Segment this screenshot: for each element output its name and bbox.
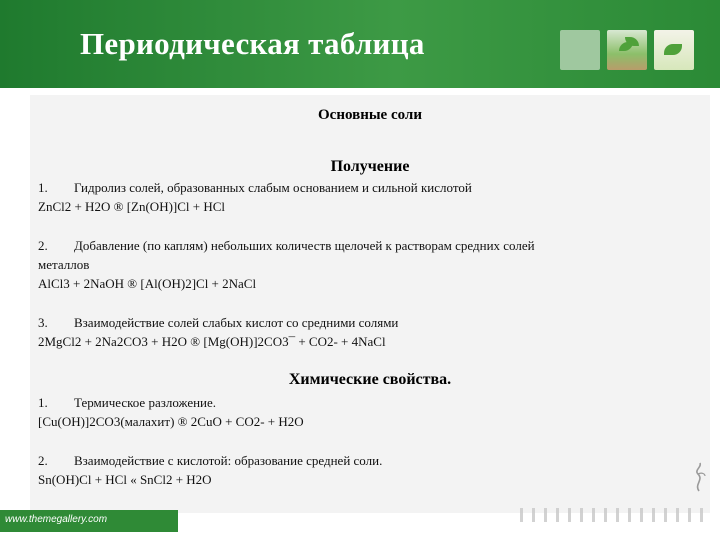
section2-heading: Химические свойства. xyxy=(288,371,452,388)
equation-text: Sn(OH)Cl + HCl « SnCl2 + H2O xyxy=(38,472,212,487)
content-panel xyxy=(30,95,710,513)
equation-text: ZnCl2 + H2O ® [Zn(OH)]Cl + HCl xyxy=(38,199,226,214)
footer-url[interactable]: www.themegallery.com xyxy=(5,514,108,525)
leaf-icon xyxy=(654,30,694,70)
equation xyxy=(38,334,386,350)
item-text: Термическое разложение. xyxy=(74,395,217,410)
section-heading: Основные соли xyxy=(318,107,422,123)
slide-title: Периодическая таблица xyxy=(80,26,425,61)
subsection-heading: Получение xyxy=(330,158,410,175)
item-number: 2. xyxy=(38,238,48,253)
item-text: Гидролиз солей, образованных слабым основанием и сильной кислотой xyxy=(74,180,472,195)
item-text: Взаимодействие с кислотой: образование средней соли. xyxy=(74,453,383,468)
equation-text: 2MgCl2 + 2Na2CO3 + H2O ® [Mg(OH)]2CO3¯ + CO2- + 4NaCl xyxy=(38,334,386,349)
item-number: 3. xyxy=(38,315,48,330)
item-text: Взаимодействие солей слабых кислот со средними солями xyxy=(74,315,399,330)
list-item xyxy=(38,315,398,331)
footer-bar xyxy=(0,510,178,532)
item-number: 1. xyxy=(38,395,48,410)
item-number: 2. xyxy=(38,453,48,468)
list-item xyxy=(38,180,472,196)
item-text: Добавление (по каплям) небольших количеств щелочей к растворам средних солей xyxy=(74,238,535,253)
vine-ornament-icon xyxy=(690,462,708,492)
equation xyxy=(38,472,212,488)
item-number: 1. xyxy=(38,180,48,195)
list-item-continuation xyxy=(38,257,89,273)
header-tiles xyxy=(560,30,694,70)
equation-text: [Cu(OH)]2CO3(малахит) ® 2CuO + CO2- + H2O xyxy=(38,414,304,429)
list-item xyxy=(38,395,216,411)
list-item xyxy=(38,238,535,254)
equation xyxy=(38,414,304,430)
slide-header xyxy=(0,0,720,88)
item-text: металлов xyxy=(38,257,90,272)
equation xyxy=(38,276,256,292)
equation xyxy=(38,199,225,215)
equation-text: AlCl3 + 2NaOH ® [Al(OH)2]Cl + 2NaCl xyxy=(38,276,257,291)
list-item xyxy=(38,453,382,469)
tile-photo-icon xyxy=(560,30,600,70)
sprout-icon xyxy=(607,30,647,70)
footer-decoration xyxy=(520,508,710,522)
